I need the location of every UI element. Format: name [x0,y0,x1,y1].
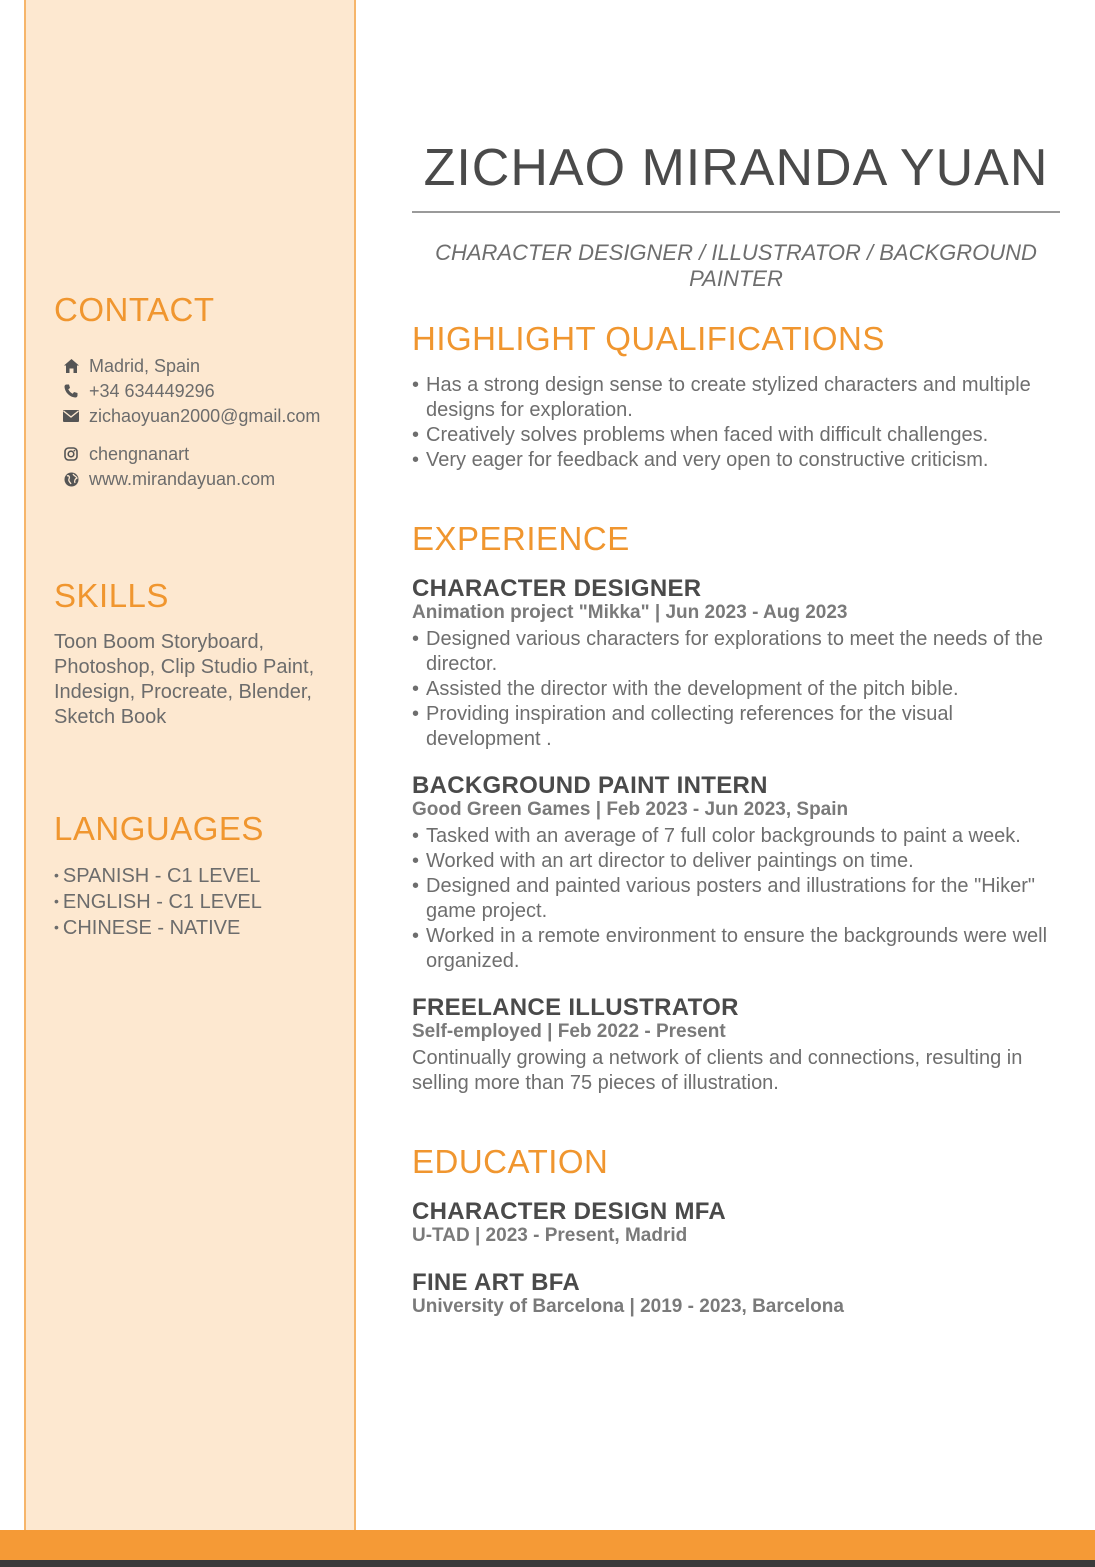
degree-title: FINE ART BFA [412,1269,581,1296]
globe-icon [62,470,80,488]
contact-website [62,467,275,491]
qualifications-list [412,373,1062,473]
qualification-item: • Creatively solves problems when faced with difficult challenges. [412,423,1062,448]
job-duty-item: • Tasked with an average of 7 full color backgrounds to paint a week. [412,824,1062,849]
job-duties-list [412,627,1062,752]
job-duties-list [412,824,1062,974]
mail-icon [62,407,80,425]
name-divider [412,211,1060,213]
degree-title: CHARACTER DESIGN MFA [412,1198,727,1225]
job-duty-item: • Providing inspiration and collecting references for the visual development . [412,702,1062,752]
job-duty-item: • Designed and painted various posters and illustrations for the "Hiker" game project. [412,874,1062,924]
language-item: • SPANISH - C1 LEVEL [54,863,262,889]
skills-text: Toon Boom Storyboard, Photoshop, Clip Studio Paint, Indesign, Procreate, Blender, Sketch Book [54,631,315,728]
contact-instagram [62,442,189,466]
job-title: CHARACTER DESIGNER [412,575,702,602]
degree-meta: University of Barcelona | 2019 - 2023, Barcelona [412,1296,844,1317]
job-meta: Good Green Games | Feb 2023 - Jun 2023, Spain [412,799,849,820]
bottom-accent-bar [0,1530,1095,1560]
job-meta: Animation project "Mikka" | Jun 2023 - Aug 2023 [412,602,848,623]
email-link[interactable]: zichaoyuan2000@gmail.com [89,405,321,426]
languages-list [54,863,262,941]
job-meta: Self-employed | Feb 2022 - Present [412,1021,726,1042]
skills-heading: SKILLS [54,577,169,614]
job-subtitle: CHARACTER DESIGNER / ILLUSTRATOR / BACKGROUND PAINTER [435,240,1037,291]
location-text: Madrid, Spain [89,355,201,376]
job-description: Continually growing a network of clients and connections, resulting in selling more than 75 pieces of illustration. [412,1047,1023,1094]
job-title: BACKGROUND PAINT INTERN [412,772,768,799]
instagram-icon [62,445,80,463]
home-icon [62,357,80,375]
job-duty-item: • Assisted the director with the development of the pitch bible. [412,677,1062,702]
job-duty-item: • Designed various characters for explorations to meet the needs of the director. [412,627,1062,677]
qualifications-heading: HIGHLIGHT QUALIFICATIONS [412,320,885,357]
bottom-dark-line [0,1560,1095,1567]
degree-meta: U-TAD | 2023 - Present, Madrid [412,1225,688,1246]
language-item: • CHINESE - NATIVE [54,915,262,941]
job-duty-item: • Worked in a remote environment to ensure the backgrounds were well organized. [412,924,1062,974]
phone-text[interactable]: +34 634449296 [89,380,215,401]
education-heading: EDUCATION [412,1143,609,1180]
website-link[interactable]: www.mirandayuan.com [89,468,276,489]
contact-email [62,404,320,428]
contact-location [62,354,200,378]
candidate-name: ZICHAO MIRANDA YUAN [423,139,1049,197]
job-duty-item: • Worked with an art director to deliver paintings on time. [412,849,1062,874]
experience-heading: EXPERIENCE [412,520,630,557]
instagram-handle[interactable]: chengnanart [89,443,190,464]
phone-icon [62,382,80,400]
contact-heading: CONTACT [54,291,215,328]
contact-phone [62,379,215,403]
qualification-item: • Has a strong design sense to create stylized characters and multiple designs for exploration. [412,373,1062,423]
sidebar [24,0,356,1530]
job-title: FREELANCE ILLUSTRATOR [412,994,739,1021]
languages-heading: LANGUAGES [54,810,264,847]
language-item: • ENGLISH - C1 LEVEL [54,889,262,915]
qualification-item: • Very eager for feedback and very open to constructive criticism. [412,448,1062,473]
